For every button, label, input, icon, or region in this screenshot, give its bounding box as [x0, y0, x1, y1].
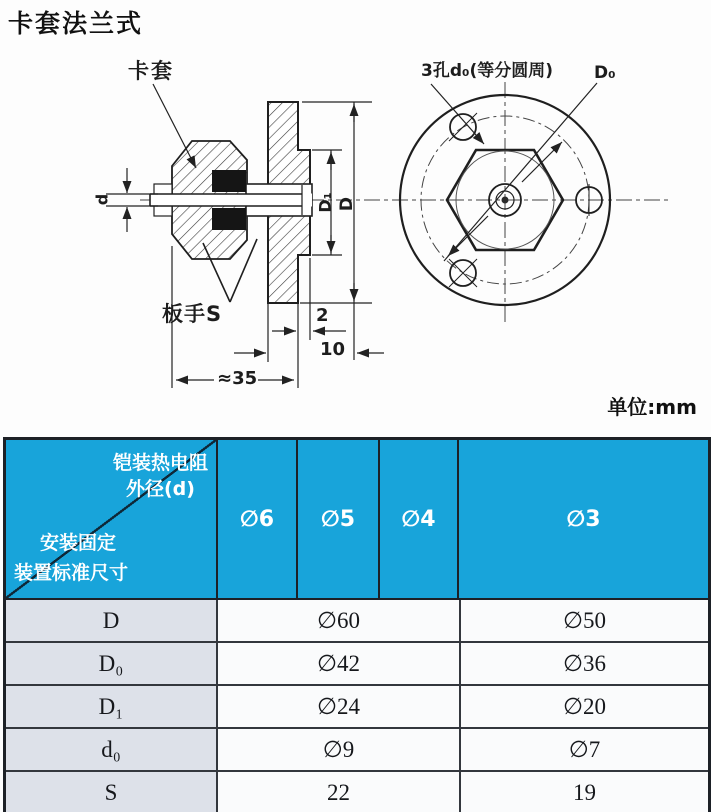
- column-header-d5: ∅5: [298, 440, 380, 598]
- corner-top-label: 铠装热电阻 外径(d): [112, 452, 208, 500]
- spec-table: [3, 437, 711, 812]
- unit-label: 单位:mm: [607, 395, 697, 419]
- table-row: [6, 684, 708, 727]
- row-label: D₁: [6, 686, 218, 727]
- row-value-col3: ∅20: [461, 686, 708, 727]
- row-value-merged: ∅60: [218, 600, 461, 641]
- page-title: 卡套法兰式: [8, 9, 144, 38]
- ferrule-upper: [212, 170, 246, 192]
- probe-tube: [150, 194, 312, 207]
- column-header-d3: ∅3: [566, 506, 601, 532]
- dim-label-D0: D₀: [594, 63, 616, 83]
- row-label: D: [6, 600, 218, 641]
- side-section-view: [150, 102, 312, 303]
- dim-label-10: 10: [320, 339, 346, 360]
- ferrule-lower: [212, 208, 246, 230]
- column-header-d4: ∅4: [380, 440, 459, 598]
- table-row: [6, 641, 708, 684]
- row-value-col3: ∅50: [461, 600, 708, 641]
- table-row: [6, 600, 708, 641]
- dim-label-D: D: [337, 196, 357, 212]
- wrench-label: 板手S: [162, 302, 223, 326]
- table-row: [6, 770, 708, 812]
- dim-label-D1: D₁: [315, 192, 335, 213]
- row-value-merged: ∅42: [218, 643, 461, 684]
- ferrule-label: 卡套: [128, 59, 174, 83]
- bolt-holes-label: 3孔d₀(等分圆周): [421, 61, 553, 81]
- table-body: [6, 598, 708, 812]
- corner-bottom-label: 安装固定 装置标准尺寸: [14, 532, 129, 584]
- row-value-merged: 22: [218, 772, 461, 812]
- row-value-col3: ∅7: [461, 729, 708, 770]
- dim-label-d: d: [92, 193, 112, 206]
- dim-label-2: 2: [316, 305, 329, 326]
- row-value-col3: 19: [461, 772, 708, 812]
- dim-label-35: ≈35: [217, 368, 258, 389]
- row-value-col3: ∅36: [461, 643, 708, 684]
- row-value-merged: ∅9: [218, 729, 461, 770]
- table-corner-cell: [6, 440, 218, 598]
- table-row: [6, 727, 708, 770]
- column-header-d6: ∅6: [218, 440, 298, 598]
- row-value-merged: ∅24: [218, 686, 461, 727]
- row-label: S: [6, 772, 218, 812]
- row-label: D₀: [6, 643, 218, 684]
- table-header-row: [6, 440, 708, 598]
- row-label: d₀: [6, 729, 218, 770]
